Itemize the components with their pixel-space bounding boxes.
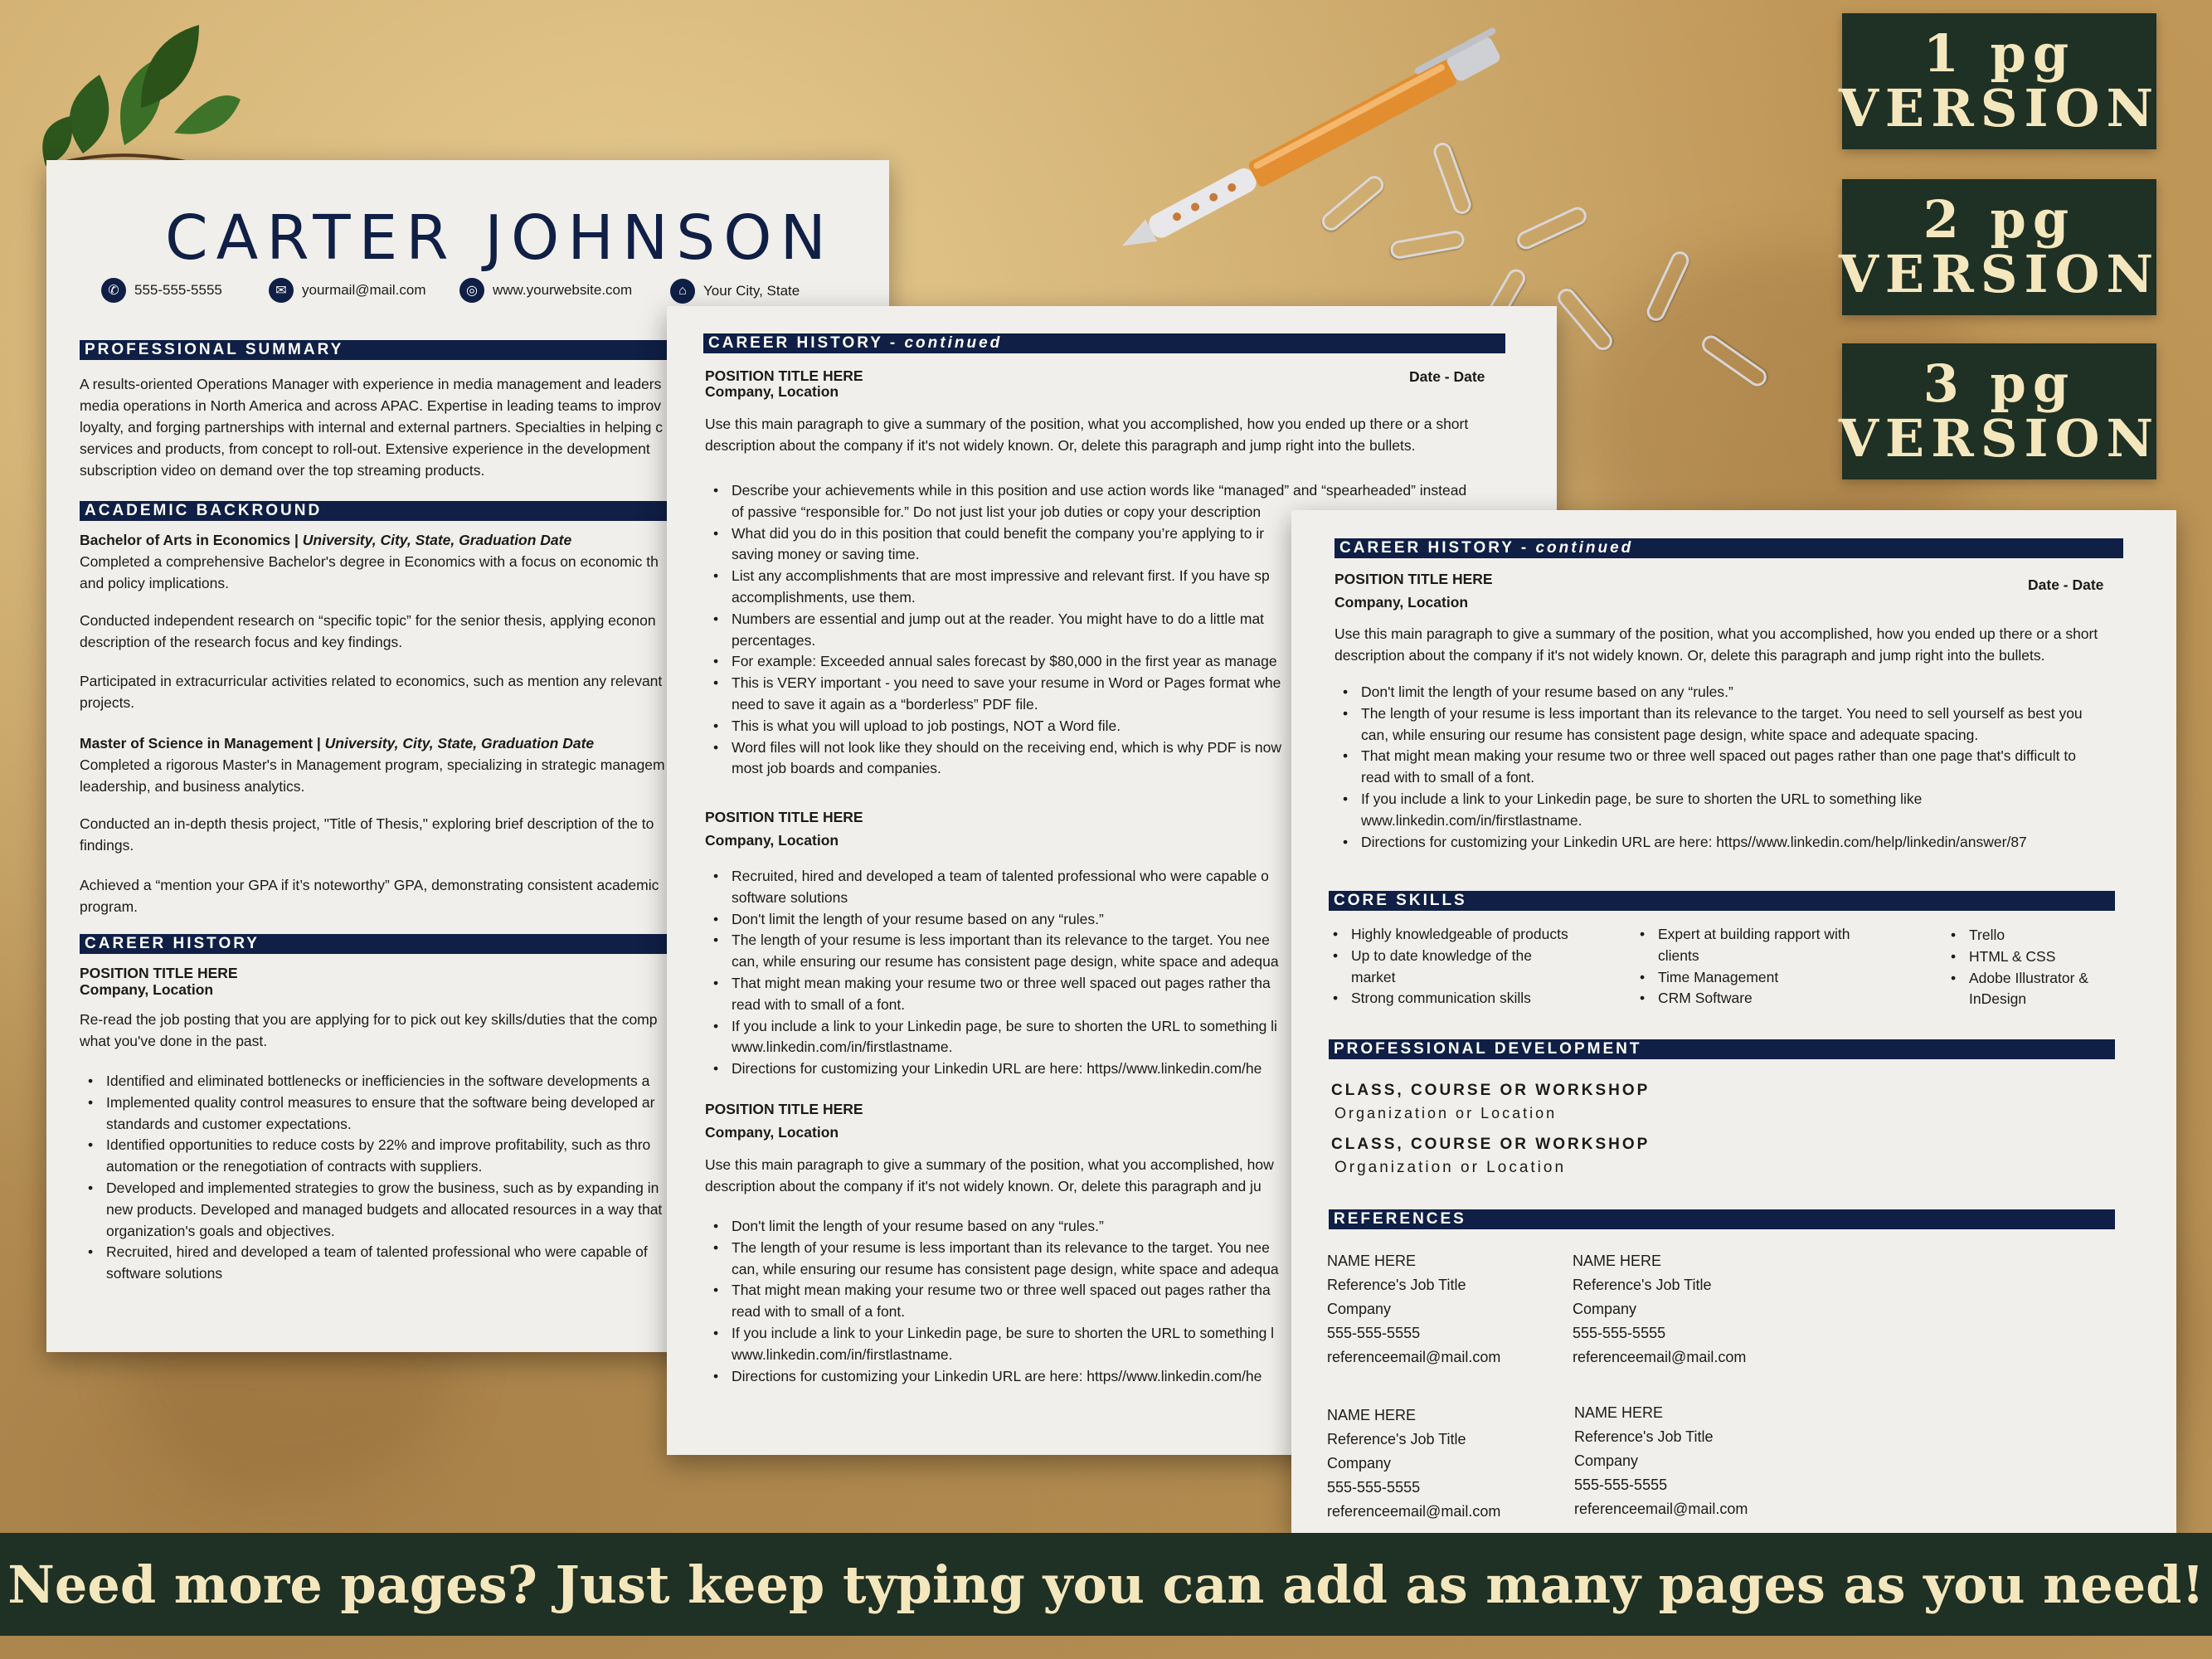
pd-item-2-title: CLASS, COURSE OR WORKSHOP xyxy=(1331,1136,1650,1153)
location-text: Your City, State xyxy=(703,283,800,299)
career-intro: Re-read the job posting that you are applying for to pick out key skills/duties that the comp what you've done in the past. xyxy=(80,1011,658,1049)
career-position: POSITION TITLE HERE Company, Location xyxy=(80,965,238,998)
list-item: • HTML & CSS xyxy=(1942,946,2088,968)
list-item: • Directions for customizing your Linkedin URL are here: https//www.linkedin.com/help/linkedin/answer/87 xyxy=(1334,832,2083,854)
list-item: saving money or saving time. xyxy=(732,546,920,563)
list-item: can, while ensuring our resume has consistent page design, white space and adequa xyxy=(732,1260,1279,1277)
position-3-intro: Use this main paragraph to give a summary of the position, what you accomplished, how description about the company if it's not widely known. Or, delete this paragraph and ju xyxy=(705,1156,1274,1194)
badge-version: VERSION xyxy=(1838,244,2161,304)
list-item: clients xyxy=(1658,946,1699,964)
list-item: read with to small of a font. xyxy=(732,995,906,1013)
badge-pages: 2 pg xyxy=(1923,189,2076,250)
globe-icon: ◎ xyxy=(459,278,484,303)
section-header-academic: ACADEMIC BACKROUND xyxy=(80,501,843,521)
list-item: • The length of your resume is less important than its relevance to the target. You need to sell yourself as best you xyxy=(1334,703,2083,725)
list-item: • Identified and eliminated bottlenecks or inefficiencies in the software developments a xyxy=(80,1071,662,1092)
summary-text: A results-oriented Operations Manager with experience in media management and leaders media operations in North America and across APAC. Expertise in leading teams to improv loyalty, and forging partnerships with internal and external partners. Specialties in helping c services and products, from concept to roll-out. Extensive experience in the development subscription video on demand over the top streaming products. xyxy=(80,376,663,479)
section-header-references: REFERENCES xyxy=(1329,1209,2115,1229)
version-badge-3 xyxy=(1838,343,2161,479)
skills-column-2 xyxy=(1631,924,1850,1010)
list-item: www.linkedin.com/in/firstlastname. xyxy=(1361,811,1582,829)
contact-phone xyxy=(101,278,222,303)
paperclip-icon xyxy=(1554,285,1616,353)
degree-2-thesis: Conducted an in-depth thesis project, "Title of Thesis," exploring brief description of the to findings. xyxy=(80,815,654,854)
reference-2: NAME HERE Reference's Job Title Company 555-555-5555 referenceemail@mail.com xyxy=(1573,1253,1747,1365)
degree-2-gpa: Achieved a “mention your GPA if it’s noteworthy” GPA, demonstrating consistent academic program. xyxy=(80,877,659,915)
version-badge-2 xyxy=(1838,179,2161,315)
banner-text: Need more pages? Just keep typing you can add as many pages as you need! xyxy=(7,1554,2205,1615)
position-1-intro: Use this main paragraph to give a summary of the position, what you accomplished, how you ended up there or a short description about the company if it's not widely known. Or, delete this paragraph and jump right into the bullets. xyxy=(705,416,1469,454)
pd-item-2-org: Organization or Location xyxy=(1334,1159,1567,1176)
list-item: • Implemented quality control measures to ensure that the software being developed ar xyxy=(80,1092,662,1114)
email-text: yourmail@mail.com xyxy=(302,282,426,298)
list-item: software solutions xyxy=(106,1265,223,1282)
list-item: • Directions for customizing your Linkedin URL are here: https//www.linkedin.com/he xyxy=(705,1366,1279,1388)
list-item: • Directions for customizing your Linkedin URL are here: https//www.linkedin.com/he xyxy=(705,1058,1279,1080)
list-item: • Developed and implemented strategies to grow the business, such as by expanding in xyxy=(80,1178,662,1199)
position-title: POSITION TITLE HERE xyxy=(1334,571,1493,587)
resume-page-3 xyxy=(1291,510,2176,1533)
version-badge-1 xyxy=(1838,13,2161,149)
position-1-company: Company, Location xyxy=(705,383,839,400)
skills-column-1 xyxy=(1325,924,1568,1010)
list-item: www.linkedin.com/in/firstlastname. xyxy=(732,1039,953,1056)
position-intro: Use this main paragraph to give a summary of the position, what you accomplished, how you ended up there or a short description about the company if it's not widely known. Or, delete this paragraph and jump right into the bullets. xyxy=(1334,625,2098,664)
list-item: • That might mean making your resume two or three well spaced out pages rather tha xyxy=(705,1280,1279,1301)
bottom-banner xyxy=(0,1533,2212,1636)
list-item: most job boards and companies. xyxy=(732,760,941,777)
list-item: • For example: Exceeded annual sales forecast by $80,000 in the first year as manage xyxy=(705,651,1466,673)
list-item: can, while ensuring our resume has consistent page design, white space and adequa xyxy=(732,953,1279,971)
list-item: percentages. xyxy=(732,631,816,649)
position-1-title: POSITION TITLE HERE xyxy=(705,367,863,384)
list-item: • The length of your resume is less important than its relevance to the target. You nee xyxy=(705,930,1279,951)
resume-name: CARTER JOHNSON xyxy=(165,202,834,274)
position-2-title: POSITION TITLE HERE xyxy=(705,809,863,825)
reference-3: NAME HERE Reference's Job Title Company 555-555-5555 referenceemail@mail.com xyxy=(1327,1407,1501,1520)
pd-item-1-title: CLASS, COURSE OR WORKSHOP xyxy=(1331,1082,1650,1099)
list-item: accomplishments, use them. xyxy=(732,588,916,606)
badge-pages: 1 pg xyxy=(1923,23,2076,84)
list-item: • Identified opportunities to reduce costs by 22% and improve profitability, such as thro xyxy=(80,1135,662,1156)
list-item: • Adobe Illustrator & xyxy=(1942,968,2088,990)
list-item: standards and customer expectations. xyxy=(106,1115,352,1132)
list-item: • Word files will not look like they should on the receiving end, which is why PDF is now xyxy=(705,737,1466,759)
position-3-title: POSITION TITLE HERE xyxy=(705,1101,863,1117)
contact-website xyxy=(459,278,632,303)
list-item: read with to small of a font. xyxy=(732,1303,906,1321)
degree-1-research: Conducted independent research on “specific topic” for the senior thesis, applying econon description of the research focus and key findings. xyxy=(80,612,656,650)
list-item: market xyxy=(1351,968,1396,985)
degree-2: Master of Science in Management | University, City, State, Graduation Date Completed a rigorous Master's in Management program, specializing in strategic managem leadership, and business analytics. xyxy=(80,735,665,795)
list-item: • If you include a link to your Linkedin page, be sure to shorten the URL to something li xyxy=(705,1016,1279,1038)
list-item: can, while ensuring our resume has consistent page design, white space and adequate spacing. xyxy=(1361,726,1979,743)
list-item: need to save it again as a “borderless” PDF file. xyxy=(732,695,1038,713)
list-item: • Expert at building rapport with xyxy=(1631,924,1850,946)
list-item: software solutions xyxy=(732,888,848,906)
list-item: automation or the renegotiation of contracts with suppliers. xyxy=(106,1158,483,1175)
phone-text: 555-555-5555 xyxy=(134,282,222,298)
position-2-bullets xyxy=(705,866,1279,1080)
pd-item-1-org: Organization or Location xyxy=(1334,1105,1558,1121)
list-item: • Don't limit the length of your resume based on any “rules.” xyxy=(705,909,1279,931)
list-item: • CRM Software xyxy=(1631,988,1850,1010)
position-3-bullets xyxy=(705,1216,1279,1387)
section-header-career-continued: CAREER HISTORY - continued xyxy=(1334,538,2123,558)
list-item: • List any accomplishments that are most impressive and relevant first. If you have sp xyxy=(705,566,1466,587)
list-item: • Recruited, hired and developed a team of talented professional who were capable of xyxy=(80,1242,662,1263)
list-item: • That might mean making your resume two or three well spaced out pages rather tha xyxy=(705,973,1279,995)
position-date: Date - Date xyxy=(2028,577,2104,593)
position-3-company: Company, Location xyxy=(705,1124,839,1141)
list-item: • Up to date knowledge of the xyxy=(1325,946,1568,967)
phone-icon: ✆ xyxy=(101,278,126,303)
section-header-skills: CORE SKILLS xyxy=(1329,891,2115,911)
list-item: • Don't limit the length of your resume based on any “rules.” xyxy=(1334,682,2083,703)
home-icon: ⌂ xyxy=(670,279,695,304)
list-item: of passive “responsible for.” Do not just list your job duties or copy your description xyxy=(732,503,1262,520)
reference-1: NAME HERE Reference's Job Title Company 555-555-5555 referenceemail@mail.com xyxy=(1327,1253,1501,1365)
list-item: • What did you do in this position that could benefit the company you’re applying to ir xyxy=(705,523,1466,545)
list-item: new products. Developed and managed budgets and allocated resources in a way that xyxy=(106,1200,663,1218)
list-item: • Trello xyxy=(1942,925,2088,946)
list-item: • Numbers are essential and jump out at the reader. You might have to do a little mat xyxy=(705,609,1466,630)
list-item: • If you include a link to your Linkedin page, be sure to shorten the URL to something like xyxy=(1334,789,2083,810)
career-bullets xyxy=(80,1071,662,1285)
badge-version: VERSION xyxy=(1838,78,2161,139)
badge-version: VERSION xyxy=(1838,408,2161,469)
position-bullets xyxy=(1334,682,2083,853)
leaves-decoration xyxy=(33,8,241,182)
list-item: • Time Management xyxy=(1631,967,1850,989)
list-item: organization's goals and objectives. xyxy=(106,1222,335,1239)
envelope-icon: ✉ xyxy=(269,278,294,303)
reference-4: NAME HERE Reference's Job Title Company 555-555-5555 referenceemail@mail.com xyxy=(1574,1404,1748,1517)
list-item: • Highly knowledgeable of products xyxy=(1325,924,1568,946)
website-text: www.yourwebsite.com xyxy=(493,282,633,298)
position-2-company: Company, Location xyxy=(705,832,839,849)
list-item: • If you include a link to your Linkedin page, be sure to shorten the URL to something l xyxy=(705,1323,1279,1345)
section-header-career-continued: CAREER HISTORY - continued xyxy=(703,333,1505,353)
list-item: • Strong communication skills xyxy=(1325,988,1568,1010)
list-item: • This is what you will upload to job postings, NOT a Word file. xyxy=(705,716,1466,737)
section-header-career: CAREER HISTORY xyxy=(80,934,843,954)
list-item: • This is VERY important - you need to save your resume in Word or Pages format whe xyxy=(705,673,1466,694)
contact-location xyxy=(670,279,800,304)
list-item: • Describe your achievements while in this position and use action words like “managed” and “spearheaded” instead xyxy=(705,480,1466,502)
section-header-summary: PROFESSIONAL SUMMARY xyxy=(80,340,843,360)
list-item: • Don't limit the length of your resume based on any “rules.” xyxy=(705,1216,1279,1238)
badge-pages: 3 pg xyxy=(1923,353,2076,414)
list-item: www.linkedin.com/in/firstlastname. xyxy=(732,1345,953,1363)
list-item: • That might mean making your resume two or three well spaced out pages rather than one page that's difficult to xyxy=(1334,746,2083,767)
skills-column-3 xyxy=(1942,925,2088,1010)
list-item: • Recruited, hired and developed a team of talented professional who were capable o xyxy=(705,866,1279,888)
list-item: read with to small of a font. xyxy=(1361,769,1535,786)
degree-1: Bachelor of Arts in Economics | University, City, State, Graduation Date Completed a comprehensive Bachelor's degree in Economics with a focus on economic th and policy implications. xyxy=(80,532,659,591)
position-company: Company, Location xyxy=(1334,594,1469,611)
degree-1-activities: Participated in extracurricular activities related to economics, such as mention any relevant projects. xyxy=(80,673,663,711)
list-item: • The length of your resume is less important than its relevance to the target. You nee xyxy=(705,1238,1279,1259)
position-1-date: Date - Date xyxy=(1409,368,1485,385)
contact-email xyxy=(269,278,426,303)
section-header-professional-development: PROFESSIONAL DEVELOPMENT xyxy=(1329,1039,2115,1059)
list-item: InDesign xyxy=(1969,990,2027,1008)
